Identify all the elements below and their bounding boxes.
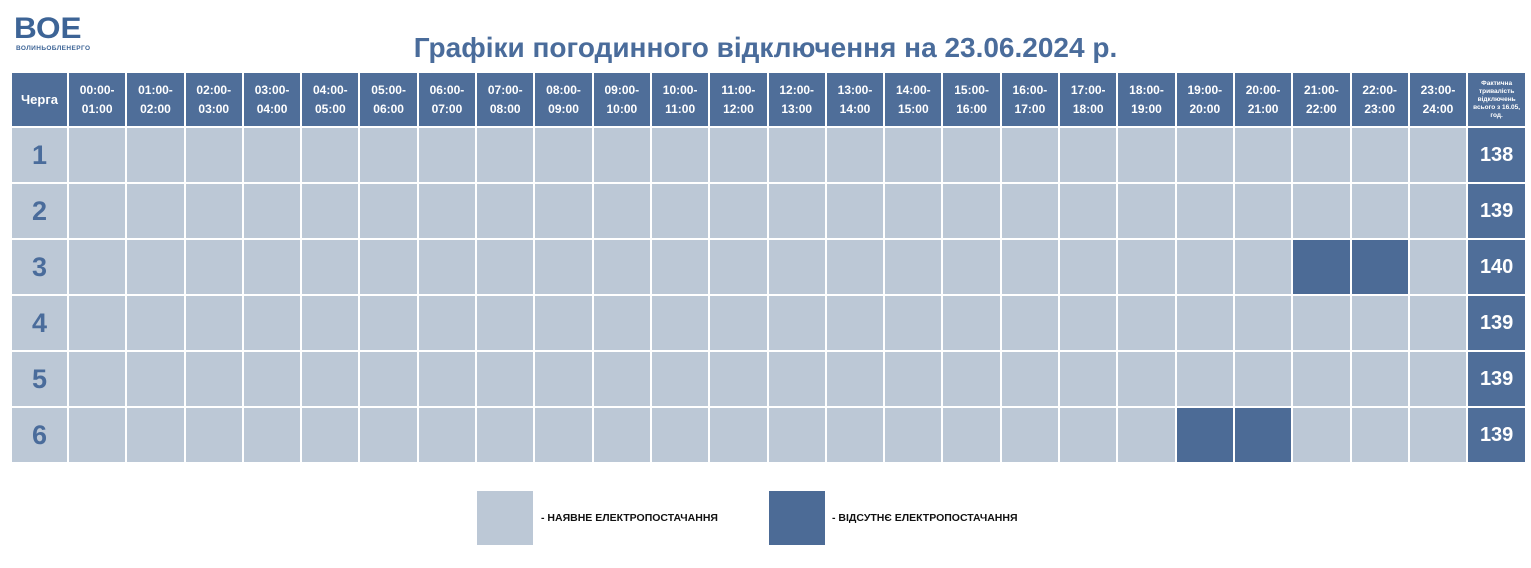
- hour-cell-power: [1117, 351, 1175, 407]
- table-row: [11, 239, 1526, 295]
- hour-cell-power: [593, 183, 651, 239]
- hour-cell-power: [651, 351, 709, 407]
- hour-cell-power: [185, 239, 243, 295]
- hour-header-start: 19:00-: [1187, 82, 1223, 97]
- hour-cell-power: [768, 183, 826, 239]
- hour-cell-power: [942, 239, 1000, 295]
- hour-cell-power: [768, 127, 826, 183]
- hour-cell-power: [68, 183, 126, 239]
- hour-cell-power: [476, 239, 534, 295]
- queue-number: 1: [11, 127, 68, 183]
- hour-header-end: 01:00: [81, 101, 113, 116]
- hour-cell-power: [1001, 239, 1059, 295]
- hour-cell-power: [593, 295, 651, 351]
- hour-cell-power: [884, 351, 942, 407]
- hour-header: [651, 72, 709, 127]
- hour-cell-power: [1409, 351, 1467, 407]
- hour-header-start: 23:00-: [1420, 82, 1456, 97]
- hour-cell-outage: [1351, 239, 1409, 295]
- hour-cell-power: [301, 351, 359, 407]
- total-duration: 139: [1467, 295, 1526, 351]
- hour-cell-power: [68, 239, 126, 295]
- hour-header-start: 01:00-: [138, 82, 173, 97]
- hour-cell-power: [243, 295, 301, 351]
- hour-header-end: 23:00: [1364, 101, 1396, 116]
- hour-cell-power: [359, 127, 417, 183]
- hour-cell-power: [884, 295, 942, 351]
- hour-header: [476, 72, 534, 127]
- hour-cell-power: [68, 351, 126, 407]
- hour-header: [1176, 72, 1234, 127]
- hour-cell-power: [126, 407, 184, 463]
- page-title: Графіки погодинного відключення на 23.06.2024 р.: [413, 32, 1118, 63]
- hour-header-end: 06:00: [373, 101, 404, 116]
- hour-header-end: 02:00: [140, 101, 171, 116]
- hour-cell-power: [593, 351, 651, 407]
- queue-number: 4: [11, 295, 68, 351]
- hour-cell-power: [1234, 239, 1292, 295]
- hour-cell-power: [1351, 127, 1409, 183]
- hour-header: [418, 72, 476, 127]
- hour-cell-power: [826, 295, 884, 351]
- legend-absent-label: - ВІДСУТНЄ ЕЛЕКТРОПОСТАЧАННЯ: [832, 512, 1018, 524]
- hour-header-start: 17:00-: [1070, 82, 1106, 97]
- hour-cell-power: [1292, 407, 1350, 463]
- hour-cell-power: [942, 127, 1000, 183]
- hour-cell-power: [884, 127, 942, 183]
- hour-header-start: 04:00-: [312, 82, 348, 97]
- hour-header-start: 09:00-: [604, 82, 640, 97]
- hour-header-end: 08:00: [489, 101, 521, 116]
- hour-cell-power: [1351, 351, 1409, 407]
- hour-cell-power: [826, 183, 884, 239]
- hour-cell-power: [1059, 351, 1117, 407]
- hour-cell-power: [418, 239, 476, 295]
- hour-cell-power: [476, 407, 534, 463]
- hour-cell-power: [942, 183, 1000, 239]
- hour-header: [126, 72, 184, 127]
- hour-cell-power: [126, 239, 184, 295]
- hour-header-start: 05:00-: [371, 82, 406, 97]
- hour-header-start: 08:00-: [546, 82, 581, 97]
- queue-number: 3: [11, 239, 68, 295]
- hour-header-end: 03:00: [198, 101, 230, 116]
- hour-cell-power: [1409, 239, 1467, 295]
- hour-cell-power: [243, 407, 301, 463]
- hour-cell-power: [1409, 183, 1467, 239]
- hour-cell-power: [1059, 183, 1117, 239]
- hour-cell-power: [768, 407, 826, 463]
- hour-cell-power: [359, 183, 417, 239]
- hour-cell-power: [1001, 295, 1059, 351]
- hour-header-start: 22:00-: [1362, 82, 1398, 97]
- hour-cell-power: [476, 351, 534, 407]
- hour-cell-power: [476, 127, 534, 183]
- hour-header: [709, 72, 767, 127]
- table-header-row: [11, 72, 1526, 127]
- hour-header: [68, 72, 126, 127]
- hour-cell-power: [301, 127, 359, 183]
- hour-header-start: 03:00-: [254, 82, 290, 97]
- hour-header-start: 18:00-: [1129, 82, 1164, 97]
- hour-cell-power: [1001, 127, 1059, 183]
- hour-cell-power: [1059, 127, 1117, 183]
- hour-header: [1001, 72, 1059, 127]
- hour-cell-power: [709, 239, 767, 295]
- hour-header-end: 24:00: [1422, 101, 1454, 116]
- hour-cell-power: [418, 127, 476, 183]
- hour-cell-power: [709, 351, 767, 407]
- hour-cell-power: [1176, 351, 1234, 407]
- hour-cell-power: [418, 183, 476, 239]
- queue-number: 6: [11, 407, 68, 463]
- hour-cell-power: [243, 239, 301, 295]
- hour-header: [768, 72, 826, 127]
- hour-cell-power: [1117, 295, 1175, 351]
- hour-cell-power: [1292, 351, 1350, 407]
- hour-cell-power: [1117, 239, 1175, 295]
- hour-cell-power: [1117, 127, 1175, 183]
- hour-cell-power: [301, 407, 359, 463]
- hour-cell-power: [418, 295, 476, 351]
- hour-header-start: 10:00-: [662, 82, 698, 97]
- total-duration: 139: [1467, 183, 1526, 239]
- hour-header-end: 13:00: [781, 101, 813, 116]
- legend-absent-swatch: [769, 491, 825, 545]
- hour-cell-power: [651, 239, 709, 295]
- hour-cell-power: [1351, 295, 1409, 351]
- hour-cell-power: [709, 127, 767, 183]
- hour-cell-power: [359, 407, 417, 463]
- hour-cell-power: [651, 407, 709, 463]
- hour-cell-power: [1234, 351, 1292, 407]
- hour-cell-power: [651, 127, 709, 183]
- hour-header-start: 14:00-: [895, 82, 931, 97]
- hour-cell-power: [534, 295, 592, 351]
- hour-cell-power: [709, 407, 767, 463]
- hour-cell-power: [301, 183, 359, 239]
- hour-header: [1234, 72, 1292, 127]
- hour-header-start: 00:00-: [79, 82, 115, 97]
- hour-header: [593, 72, 651, 127]
- hour-cell-power: [185, 183, 243, 239]
- total-duration-header: Фактична тривалість відключень всього з 16.05, год.: [1467, 72, 1526, 127]
- hour-header: [359, 72, 417, 127]
- hour-cell-power: [418, 351, 476, 407]
- hour-header-end: 19:00: [1131, 101, 1162, 116]
- table-row: [11, 183, 1526, 239]
- hour-cell-power: [359, 295, 417, 351]
- hour-header-end: 09:00: [548, 101, 579, 116]
- hour-cell-power: [476, 183, 534, 239]
- table-body: [11, 127, 1526, 463]
- hour-cell-power: [1117, 407, 1175, 463]
- hour-cell-power: [185, 295, 243, 351]
- hour-cell-power: [593, 239, 651, 295]
- hour-cell-outage: [1176, 407, 1234, 463]
- hour-cell-power: [1059, 407, 1117, 463]
- hour-header-end: 16:00: [956, 101, 987, 116]
- hour-cell-power: [126, 127, 184, 183]
- hour-cell-power: [68, 295, 126, 351]
- hour-cell-power: [1176, 127, 1234, 183]
- hour-header: [1059, 72, 1117, 127]
- table-row: [11, 351, 1526, 407]
- hour-header-end: 10:00: [606, 101, 638, 116]
- hour-cell-power: [768, 239, 826, 295]
- hour-header-end: 14:00: [839, 101, 871, 116]
- hour-cell-power: [593, 407, 651, 463]
- hour-cell-power: [1176, 295, 1234, 351]
- total-duration: 140: [1467, 239, 1526, 295]
- hour-cell-power: [1409, 407, 1467, 463]
- hour-cell-power: [534, 183, 592, 239]
- hour-cell-power: [418, 407, 476, 463]
- hour-cell-power: [1292, 295, 1350, 351]
- hour-cell-power: [709, 295, 767, 351]
- hour-header-end: 18:00: [1072, 101, 1104, 116]
- hour-header-start: 11:00-: [721, 82, 756, 97]
- hour-header-end: 05:00: [314, 101, 346, 116]
- table-row: [11, 127, 1526, 183]
- hour-header-end: 12:00: [723, 101, 754, 116]
- hour-cell-power: [534, 407, 592, 463]
- hour-cell-power: [1059, 295, 1117, 351]
- hour-cell-power: [1176, 183, 1234, 239]
- hour-header-end: 22:00: [1306, 101, 1337, 116]
- hour-header-start: 16:00-: [1012, 82, 1048, 97]
- hour-header: [243, 72, 301, 127]
- hour-cell-power: [826, 127, 884, 183]
- hour-cell-power: [1292, 127, 1350, 183]
- hour-header-end: 21:00: [1247, 101, 1279, 116]
- hour-header-start: 15:00-: [954, 82, 989, 97]
- hour-header-end: 15:00: [897, 101, 929, 116]
- queue-number: 2: [11, 183, 68, 239]
- hour-header-start: 07:00-: [487, 82, 523, 97]
- hour-header: [1117, 72, 1175, 127]
- hour-cell-power: [534, 127, 592, 183]
- hour-cell-power: [68, 127, 126, 183]
- hour-header: [1409, 72, 1467, 127]
- hour-cell-power: [1409, 295, 1467, 351]
- hour-cell-power: [185, 407, 243, 463]
- hour-cell-power: [1409, 127, 1467, 183]
- hour-cell-power: [768, 351, 826, 407]
- hour-header-start: 02:00-: [196, 82, 232, 97]
- total-duration: 139: [1467, 351, 1526, 407]
- hour-cell-power: [243, 127, 301, 183]
- hour-cell-power: [1001, 351, 1059, 407]
- hour-cell-power: [884, 407, 942, 463]
- hour-cell-power: [651, 183, 709, 239]
- hour-cell-power: [1234, 183, 1292, 239]
- hour-header-end: 07:00: [431, 101, 463, 116]
- hour-cell-power: [126, 183, 184, 239]
- hour-cell-power: [476, 295, 534, 351]
- queue-header: Черга: [11, 72, 68, 127]
- hour-cell-power: [243, 351, 301, 407]
- hour-header-start: 12:00-: [779, 82, 815, 97]
- hour-cell-outage: [1292, 239, 1350, 295]
- hour-header-end: 20:00: [1189, 101, 1221, 116]
- logo-letters: ВОЕ: [14, 12, 82, 45]
- hour-cell-power: [1292, 183, 1350, 239]
- hour-header: [884, 72, 942, 127]
- hour-header: [301, 72, 359, 127]
- hour-header-start: 13:00-: [837, 82, 873, 97]
- legend-available-swatch: [477, 491, 533, 545]
- hour-cell-power: [942, 295, 1000, 351]
- hour-cell-power: [126, 351, 184, 407]
- hour-cell-power: [126, 295, 184, 351]
- hour-cell-power: [185, 351, 243, 407]
- hour-header: [185, 72, 243, 127]
- table-row: [11, 407, 1526, 463]
- hour-cell-power: [1001, 407, 1059, 463]
- hour-header: [534, 72, 592, 127]
- hour-cell-power: [709, 183, 767, 239]
- hour-cell-outage: [1234, 407, 1292, 463]
- table-row: [11, 295, 1526, 351]
- hour-cell-power: [826, 239, 884, 295]
- hour-cell-power: [534, 239, 592, 295]
- hour-header-start: 20:00-: [1245, 82, 1281, 97]
- hour-cell-power: [185, 127, 243, 183]
- hour-cell-power: [884, 183, 942, 239]
- hour-cell-power: [826, 407, 884, 463]
- logo-subtitle: ВОЛИНЬОБЛЕНЕРГО: [16, 45, 91, 52]
- hour-cell-power: [301, 295, 359, 351]
- hour-cell-power: [593, 127, 651, 183]
- hour-cell-power: [1059, 239, 1117, 295]
- hour-cell-power: [1234, 295, 1292, 351]
- total-duration: 138: [1467, 127, 1526, 183]
- total-duration: 139: [1467, 407, 1526, 463]
- hour-header-end: 11:00: [665, 101, 696, 116]
- hour-cell-power: [1351, 183, 1409, 239]
- hour-cell-power: [1176, 239, 1234, 295]
- hour-cell-power: [651, 295, 709, 351]
- hour-header: [942, 72, 1000, 127]
- outage-schedule-table: [10, 71, 1527, 464]
- hour-header: [826, 72, 884, 127]
- hour-header-start: 21:00-: [1304, 82, 1339, 97]
- hour-cell-power: [359, 239, 417, 295]
- hour-cell-power: [1001, 183, 1059, 239]
- queue-number: 5: [11, 351, 68, 407]
- hour-cell-power: [942, 407, 1000, 463]
- hour-cell-power: [826, 351, 884, 407]
- hour-header-end: 17:00: [1014, 101, 1046, 116]
- hour-cell-power: [301, 239, 359, 295]
- hour-cell-power: [1117, 183, 1175, 239]
- hour-header: [1351, 72, 1409, 127]
- hour-header-end: 04:00: [256, 101, 288, 116]
- hour-cell-power: [1234, 127, 1292, 183]
- hour-cell-power: [768, 295, 826, 351]
- hour-cell-power: [243, 183, 301, 239]
- hour-cell-power: [534, 351, 592, 407]
- hour-header: [1292, 72, 1350, 127]
- hour-cell-power: [359, 351, 417, 407]
- legend-available-label: - НАЯВНЕ ЕЛЕКТРОПОСТАЧАННЯ: [541, 512, 718, 524]
- hour-cell-power: [884, 239, 942, 295]
- hour-cell-power: [942, 351, 1000, 407]
- hour-cell-power: [68, 407, 126, 463]
- hour-header-start: 06:00-: [429, 82, 465, 97]
- hour-cell-power: [1351, 407, 1409, 463]
